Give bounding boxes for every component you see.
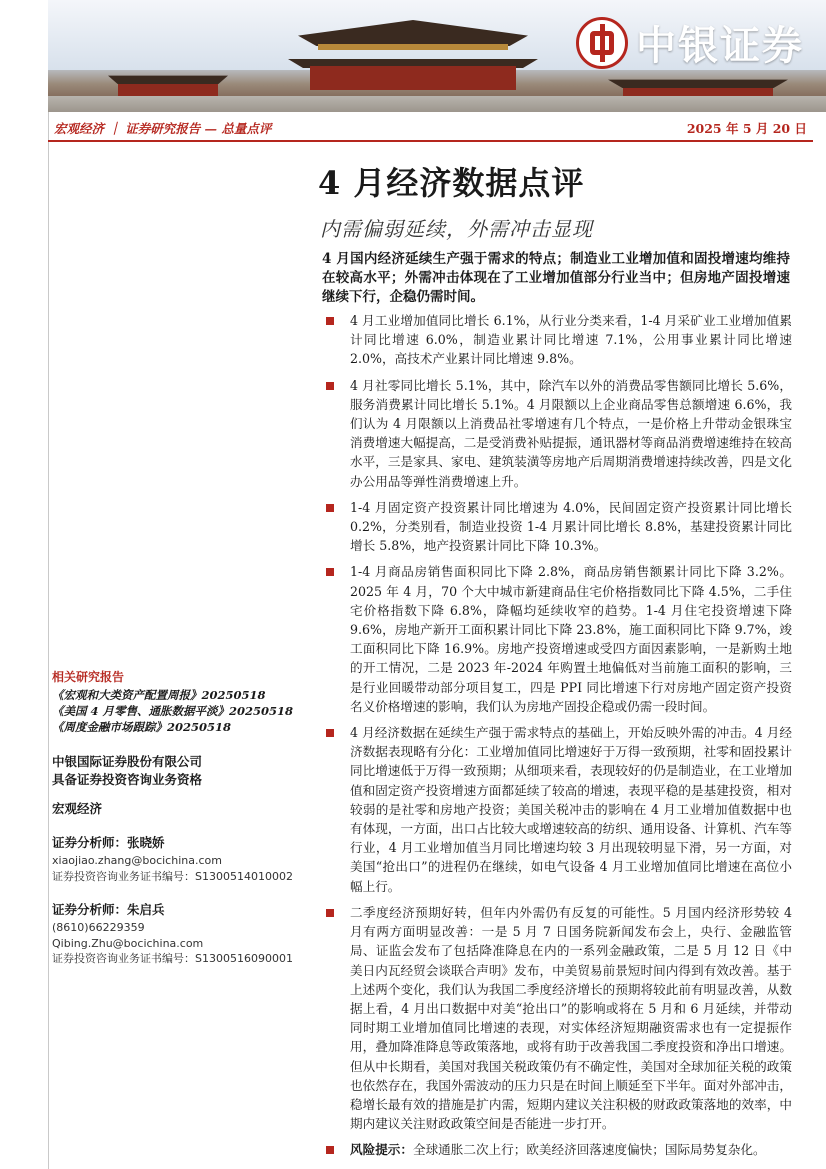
list-item: 1-4 月商品房销售面积同比下降 2.8%，商品房销售额累计同比下降 3.2%。2025 年 4 月，70 个大中城市新建商品住宅价格指数同比下降 4.5%，二手住宅价格指数下降 6.8%，降幅均延续收窄的趋势。1-4 月住宅投资增速下降 9.6%，房地产新开工面积累计同比下降 23.8%，施工面积同比下降 9.7%，竣工面积同比下降 16.9%。房地产投资增速或受四方面因素影响，一是新购土地的开工情况，二是 2023 年-2024 年购置土地偏低对当前施工面积的影响，三是行业回暖带动部分项目复工，四是 PPI 同比增速下行对房地产固定资产投资名义价格增速的影响，我们认为房地产固投企稳或仍需一段时间。 xyxy=(322,562,792,716)
related-reports-title: 相关研究报告 xyxy=(52,670,125,684)
page-subtitle: 内需偏弱延续，外需冲击显现 xyxy=(320,217,593,241)
sidebar-divider xyxy=(48,112,49,1169)
analyst-block xyxy=(52,833,312,884)
risk-label: 风险提示： xyxy=(350,1142,413,1158)
report-date: 2025 年 5 月 20 日 xyxy=(686,121,807,136)
analyst-phone: (8610)66229359 xyxy=(52,921,145,934)
palace-eave xyxy=(318,44,508,50)
palace-wall xyxy=(310,66,516,90)
analyst-block xyxy=(52,900,312,967)
list-item: 二季度经济预期好转，但年内外需仍有反复的可能性。5 月国内经济形势较 4 月有两方面明显改善：一是 5 月 7 日国务院新闻发布会上，央行、金融监管局、证监会发布了包括降准降息在内的一系列金融政策，二是 5 月 12 日《中美日内瓦经贸会谈联合声明》发布，中美贸易前景短时间内得到有效改善。基于上述两个变化，我们认为我国二季度经济增长的预期将较此前有明显改善，从数据上看，4 月出口数据中对美“抢出口”的影响或将在 5 月和 6 月延续，并带动同时期工业增加值同比增速的表现，对实体经济短期融资需求也有一定提振作用，叠加降准降息等政策落地，或将有助于改善我国二季度投资和净出口增速。但从中长期看，美国对我国关税政策仍有不确定性，美国对全球加征关税的政策也依然存在，我国外需波动的压力只是在时间上顺延至下半年。面对外部冲击，稳增长最有效的措施是扩内需，短期内建议关注积极的财政政策落地的效率，中期内建议关注财政政策空间是否能进一步打开。 xyxy=(322,903,792,1133)
list-item: 1-4 月固定资产投资累计同比增速为 4.0%，民间固定资产投资累计同比增长 0.2%，分类别看，制造业投资 1-4 月累计同比增长 8.8%，基建投资累计同比增长 5.8%，地产投资累计同比下降 10.3%。 xyxy=(322,498,792,556)
related-report-link[interactable]: 《周度金融市场跟踪》20250518 xyxy=(52,720,232,734)
list-item: 4 月经济数据在延续生产强于需求特点的基础上，开始反映外需的冲击。4 月经济数据表现略有分化：工业增加值同比增速好于万得一致预期，社零和固投累计同比增速低于万得一致预期；从细项来看，表现较好的仍是制造业，在工业增加值和固定资产投资增速方面都延续了较高的增速，表现平稳的是基建投资，相对较弱的是社零和房地产投资；美国关税冲击的影响在 4 月工业增加值数据中也有体现，一方面，出口占比较大或增速较高的纺织、通用设备、计算机、汽车等行业，4 月工业增加值当月同比增速均较 3 月出现较明显下滑，另一方面，对美国“抢出口”的进程仍在继续，如电气设备 4 月工业增加值同比增速在高位小幅上行。 xyxy=(322,723,792,896)
analyst-cert: 证券投资咨询业务证书编号：S1300514010002 xyxy=(52,869,293,883)
analyst-email[interactable]: Qibing.Zhu@bocichina.com xyxy=(52,936,204,950)
report-category: 宏观经济 ｜ 证券研究报告 — 总量点评 xyxy=(54,121,272,136)
banner-plaza xyxy=(48,96,826,112)
bullet-square-icon xyxy=(326,317,334,325)
bullet-square-icon xyxy=(326,504,334,512)
company-name: 中银国际证券股份有限公司 xyxy=(52,754,203,769)
page-title: 4 月经济数据点评 xyxy=(318,164,585,202)
boc-logo-icon xyxy=(576,17,628,69)
bullet-square-icon xyxy=(326,1146,334,1154)
bullet-list xyxy=(322,311,792,1167)
bullet-square-icon xyxy=(326,382,334,390)
analyst-name: 证券分析师：朱启兵 xyxy=(52,902,165,917)
side-hall-roof xyxy=(108,70,228,84)
bullet-square-icon xyxy=(326,568,334,576)
analyst-cert: 证券投资咨询业务证书编号：S1300516090001 xyxy=(52,952,293,965)
list-item: 4 月社零同比增长 5.1%，其中，除汽车以外的消费品零售额同比增长 5.6%，服务消费累计同比增长 5.1%。4 月限额以上企业商品零售总额增速 6.6%，我们认为 4 月限额以上消费品社零增速有几个特点，一是价格上升带动金银珠宝消费增速大幅提高，二是受消费补贴提振，通讯器材等商品消费增速维持在较高水平，三是家具、家电、建筑装潢等房地产后周期消费增速持续改善，四是文化办公用品等弹性消费增速上升。 xyxy=(322,376,792,491)
company-info xyxy=(52,753,312,789)
analyst-name: 证券分析师：张晓娇 xyxy=(52,835,165,850)
risk-warning: 风险提示：全球通胀二次上行；欧美经济回落速度偏快；国际局势复杂化。 xyxy=(322,1140,792,1159)
summary-paragraph: 4 月国内经济延续生产强于需求的特点；制造业工业增加值和固投增速均维持在较高水平；外需冲击体现在了工业增加值部分行业当中；但房地产固投增速继续下行，企稳仍需时间。 xyxy=(322,251,790,305)
related-report-link[interactable]: 《美国 4 月零售、通胀数据平淡》20250518 xyxy=(52,704,294,718)
company-qualification: 具备证券投资咨询业务资格 xyxy=(52,772,203,787)
sidebar xyxy=(52,668,312,967)
bullet-square-icon xyxy=(326,909,334,917)
brand-name: 中银证券 xyxy=(636,23,804,69)
bullet-square-icon xyxy=(326,729,334,737)
related-report-link[interactable]: 《宏观和大类资产配置周报》20250518 xyxy=(52,688,266,702)
header-banner xyxy=(48,0,826,112)
list-item: 4 月工业增加值同比增长 6.1%，从行业分类来看，1-4 月采矿业工业增加值累计同比增速 6.0%，制造业累计同比增速 7.1%，公用事业累计同比增速 2.0%，高技术产业累计同比增速 9.8%。 xyxy=(322,311,792,369)
sector-label: 宏观经济 xyxy=(52,801,103,816)
brand xyxy=(576,14,804,71)
side-hall-roof-right xyxy=(608,74,788,88)
analyst-email[interactable]: xiaojiao.zhang@bocichina.com xyxy=(52,854,222,867)
category-bar xyxy=(48,116,813,142)
